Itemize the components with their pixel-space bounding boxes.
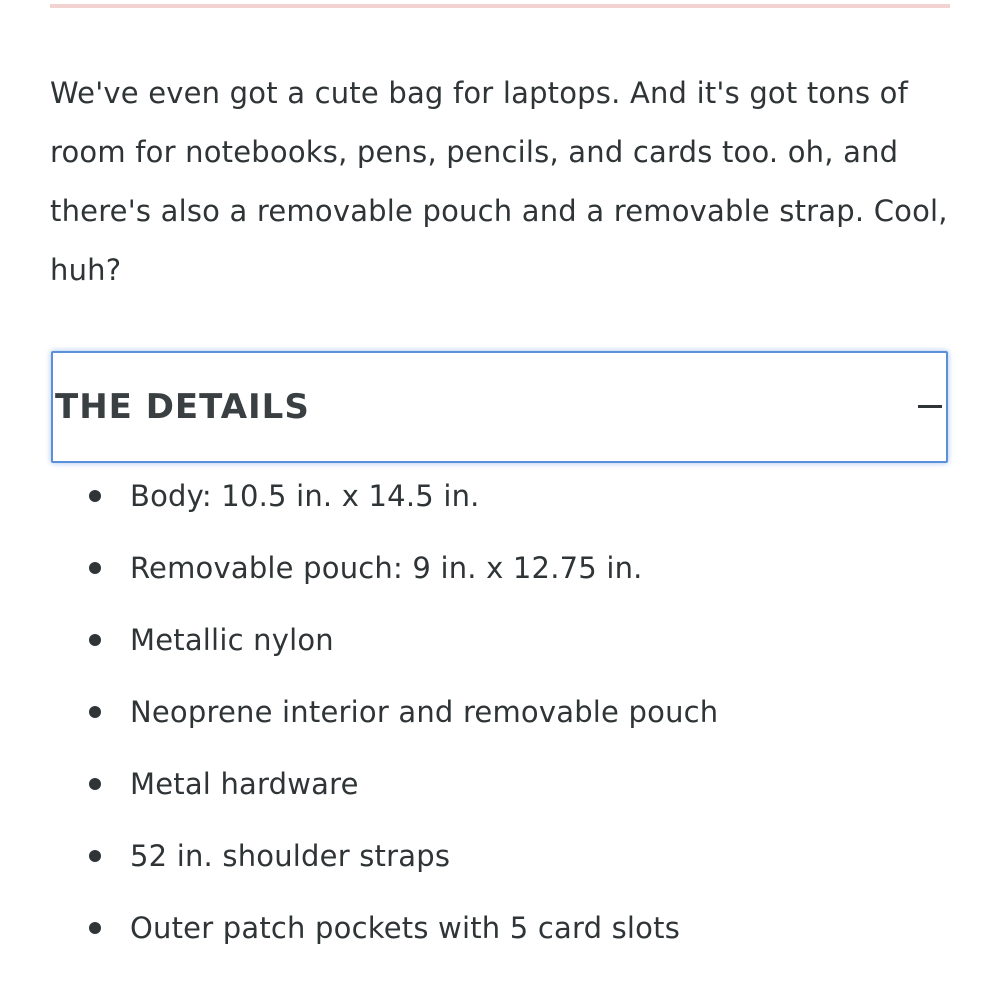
bullet-icon [89,490,101,502]
details-list [0,466,1000,970]
details-list-item [0,898,1000,970]
bullet-icon [89,706,101,718]
details-item-text: Outer patch pockets with 5 card slots [130,911,681,945]
bullet-icon [89,634,101,646]
details-list-item [0,682,1000,754]
details-list-item [0,754,1000,826]
details-item-text: 52 in. shoulder straps [130,839,451,873]
bullet-icon [89,778,101,790]
section-divider [50,4,950,8]
details-item-text: Metal hardware [130,767,359,801]
details-heading: THE DETAILS [55,387,310,427]
details-item-text: Metallic nylon [130,623,334,657]
details-item-text: Body: 10.5 in. x 14.5 in. [130,479,480,513]
details-list-item [0,538,1000,610]
product-description: We've even got a cute bag for laptops. And it's got tons of room for notebooks, pens, pencils, and cards too. oh, and there's also a removable pouch and a removable strap. Cool, huh? [50,76,948,287]
minus-icon[interactable] [918,405,942,408]
bullet-icon [89,562,101,574]
bullet-icon [89,850,101,862]
details-item-text: Removable pouch: 9 in. x 12.75 in. [130,551,643,585]
bullet-icon [89,922,101,934]
details-accordion-toggle[interactable] [51,351,948,463]
details-list-item [0,466,1000,538]
details-item-text: Neoprene interior and removable pouch [130,695,719,729]
details-list-item [0,826,1000,898]
details-list-item [0,610,1000,682]
